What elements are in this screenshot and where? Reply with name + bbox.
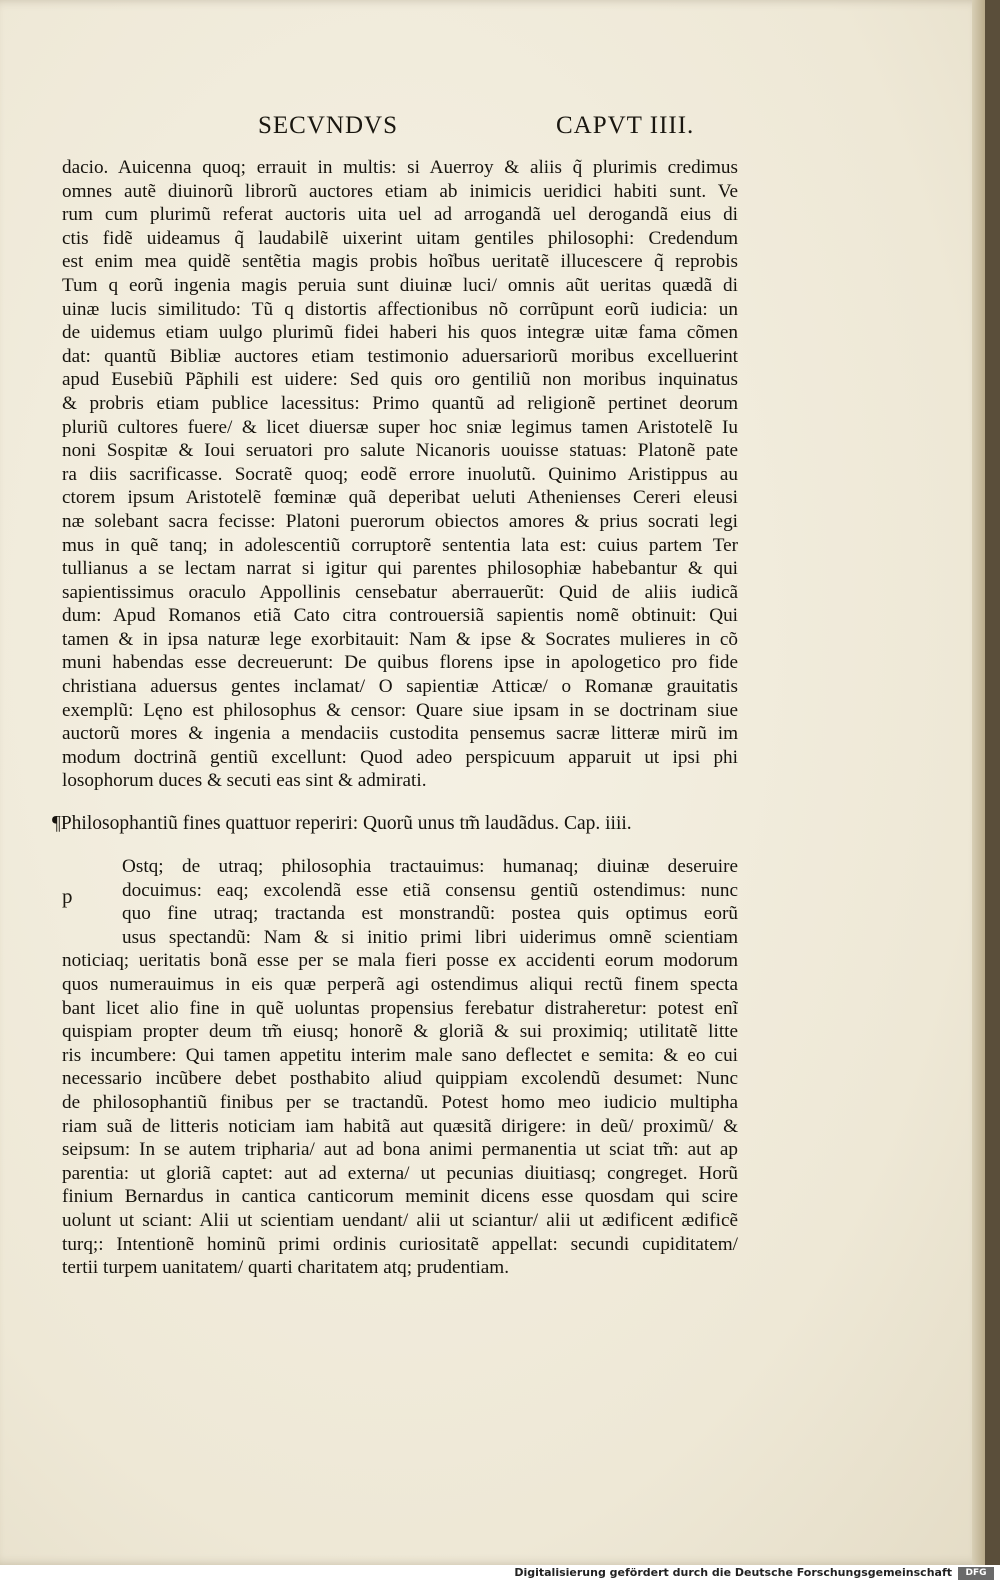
text-line: exemplũ: Lęno est philosophus & censor: Quare siue ipsam in se doctrinam siue	[62, 699, 738, 721]
text-line: omnes autẽ diuinorũ librorũ auctores etiam ab inimicis ueridici habiti sunt. Ve	[62, 180, 738, 202]
text-line: dacio. Auicenna quoq; errauit in multis: si Auerroy & aliis q̃ plurimis credimus	[62, 157, 738, 178]
text-line: dat: quantũ Bibliæ auctores etiam testimonio aduersariorũ moribus excelluerint	[62, 345, 738, 367]
chapter-heading: ¶Philosophantiũ fines quattuor reperiri: Quorũ unus tm̃ laudãdus. Cap. iiii.	[52, 813, 632, 834]
text-line: losophorum duces & secuti eas sint & admirati.	[62, 770, 427, 792]
text-line: parentia: ut gloriã captet: aut ad externa/ ut pecunias diuitiasq; congreget. Horũ	[62, 1162, 738, 1184]
dfg-logo: DFG	[958, 1567, 994, 1580]
text-line: ris incumbere: Qui tamen appetitu interim male sano deflectet e semita: & eo cui	[62, 1044, 738, 1066]
digitization-footer	[0, 1565, 1000, 1583]
text-line: auctorũ mores & ingenia a mendaciis custodita pensemus sacræ litteræ mirũ im	[62, 723, 738, 745]
text-line: rum cum plurimũ referat auctoris uita uel ad arrogandã uel derogandã eius di	[62, 204, 738, 226]
text-line: dum: Apud Romanos etiã Cato citra controuersiã sapientis nomẽ obtinuit: Qui	[62, 605, 738, 627]
text-line: Ostq; de utraq; philosophia tractauimus: humanaq; diuinæ deseruire	[122, 856, 738, 877]
page-edge	[972, 0, 985, 1565]
body-paragraph-2	[62, 855, 738, 1280]
text-line: ra diis sacrificasse. Socratẽ quoq; eodẽ errore inuolutũ. Quinimo Aristippus au	[62, 463, 738, 485]
text-line: turq;: Intentionẽ hominũ primi ordinis curiositatẽ appellat: secundi cupiditatem/	[62, 1233, 738, 1255]
text-line: & probris etiam publice lacessitus: Primo quantũ ad religionẽ pertinet deorum	[62, 392, 738, 414]
text-line: necessario incũbere debet posthabito aliud quippiam excolendũ desumet: Nunc	[62, 1068, 738, 1090]
drop-initial-guide-letter: p	[62, 884, 73, 908]
text-line: noni Sospitæ & Ioui seruatori pro salute Nicanoris uouisse statuas: Platonẽ pate	[62, 440, 738, 462]
text-line: ctorem ipsum Aristotelẽ fœminæ quã deperibat ueluti Athenienses Cereri eleusi	[62, 487, 738, 509]
body-paragraph-1	[62, 156, 738, 793]
text-line: de philosophantiũ finibus per se tractandũ. Potest homo meo iudicio multipha	[62, 1091, 738, 1113]
footer-credit: Digitalisierung gefördert durch die Deutsche Forschungsgemeinschaft	[514, 1566, 952, 1579]
text-line: uolunt ut sciant: Alii ut scientiam uendant/ alii ut sciantur/ alii ut ædificent ædificẽ	[62, 1209, 738, 1231]
text-line: de uidemus etiam uulgo plurimũ fidei haberi his quos integræ uitæ fama cõmen	[62, 322, 738, 344]
text-line: næ solebant sacra fecisse: Platoni puerorum obiectos amores & prius socrati legi	[62, 510, 738, 532]
text-line: finium Bernardus in cantica canticorum meminit dicens esse quosdam qui scire	[62, 1186, 738, 1208]
text-line: apud Eusebiũ Pãphili est uidere: Sed quis oro gentiliũ non moribus inquinatus	[62, 369, 738, 391]
text-line: quo fine utraq; tractanda est monstrandũ: postea quis optimus eorũ	[122, 903, 738, 925]
text-line: Tum q eorũ ingenia magis peruia sunt diuinæ luci/ omnis aũt ueritas quædã di	[62, 274, 738, 296]
text-line: noticiaq; ueritatis bonã esse per se mala fieri posse ex accidenti eorum modorum	[62, 950, 738, 972]
text-line: tertii turpem uanitatem/ quarti charitatem atq; prudentiam.	[62, 1257, 510, 1279]
text-line: bant licet alio fine in quẽ uoluntas propensius ferebatur distraheretur: potest enĩ	[62, 997, 738, 1019]
text-line: muni habendas esse decreuerunt: De quibus florens ipse in apologetico pro fide	[62, 652, 738, 674]
text-line: christiana aduersus gentes inclamat/ O sapientiæ Atticæ/ o Romanæ grauitatis	[62, 676, 738, 698]
header-book-number: SECVNDVS	[258, 112, 398, 139]
text-line: modum doctrinã gentiũ excellunt: Quod adeo perspicuum apparuit ut ipsi phi	[62, 746, 738, 768]
text-line: sapientissimus oraculo Appollinis censebatur aberrauerũt: Quid de aliis iudicã	[62, 581, 738, 603]
text-line: ctis fidẽ uideamus q̃ laudabilẽ uixerint uitam gentiles philosophi: Credendum	[62, 227, 738, 249]
text-line: quos numerauimus in eis quæ perperã agi ostendimus aliqui rectũ finem specta	[62, 973, 738, 995]
text-line: usus spectandũ: Nam & si initio primi libri uiderimus omnẽ scientiam	[122, 926, 738, 948]
text-line: mus in quẽ tanq; in adolescentiũ corruptorẽ sententia lata est: cuius partem Ter	[62, 534, 738, 556]
header-chapter-number: CAPVT IIII.	[556, 112, 695, 139]
text-line: tamen & in ipsa naturæ lege exorbitauit: Nam & ipse & Socrates mulieres in cõ	[62, 628, 738, 650]
text-line: docuimus: eaq; excolendã esse etiã consensu gentiũ ostendimus: nunc	[122, 879, 738, 901]
text-line: riam suã de litteris noticiam iam habitã aut quæsitã dirigere: in deũ/ proximũ/ &	[62, 1115, 738, 1137]
text-line: seipsum: In se autem tripharia/ aut ad bona animi permanentia ut sciat tm̃: aut ap	[62, 1139, 738, 1161]
text-line: pluriũ cultores fuere/ & licet diuersæ super hoc sniæ legimus tamen Aristotelẽ Iu	[62, 416, 738, 438]
text-line: est enim mea quidẽ sentẽtia magis probis hoĩbus ueritatẽ illucescere q̃ reprobis	[62, 251, 738, 273]
text-line: tullianus a se lectam narrat si igitur qui parentes philosophiæ habebantur & qui	[62, 558, 738, 580]
text-line: quispiam propter deum tm̃ eiusq; honorẽ & gloriã & sui proximiq; utilitatẽ litte	[62, 1021, 738, 1043]
text-line: uinæ lucis similitudo: Tũ q distortis affectionibus nõ corrũpunt eorũ iudicia: un	[62, 298, 738, 320]
running-header	[0, 112, 985, 146]
